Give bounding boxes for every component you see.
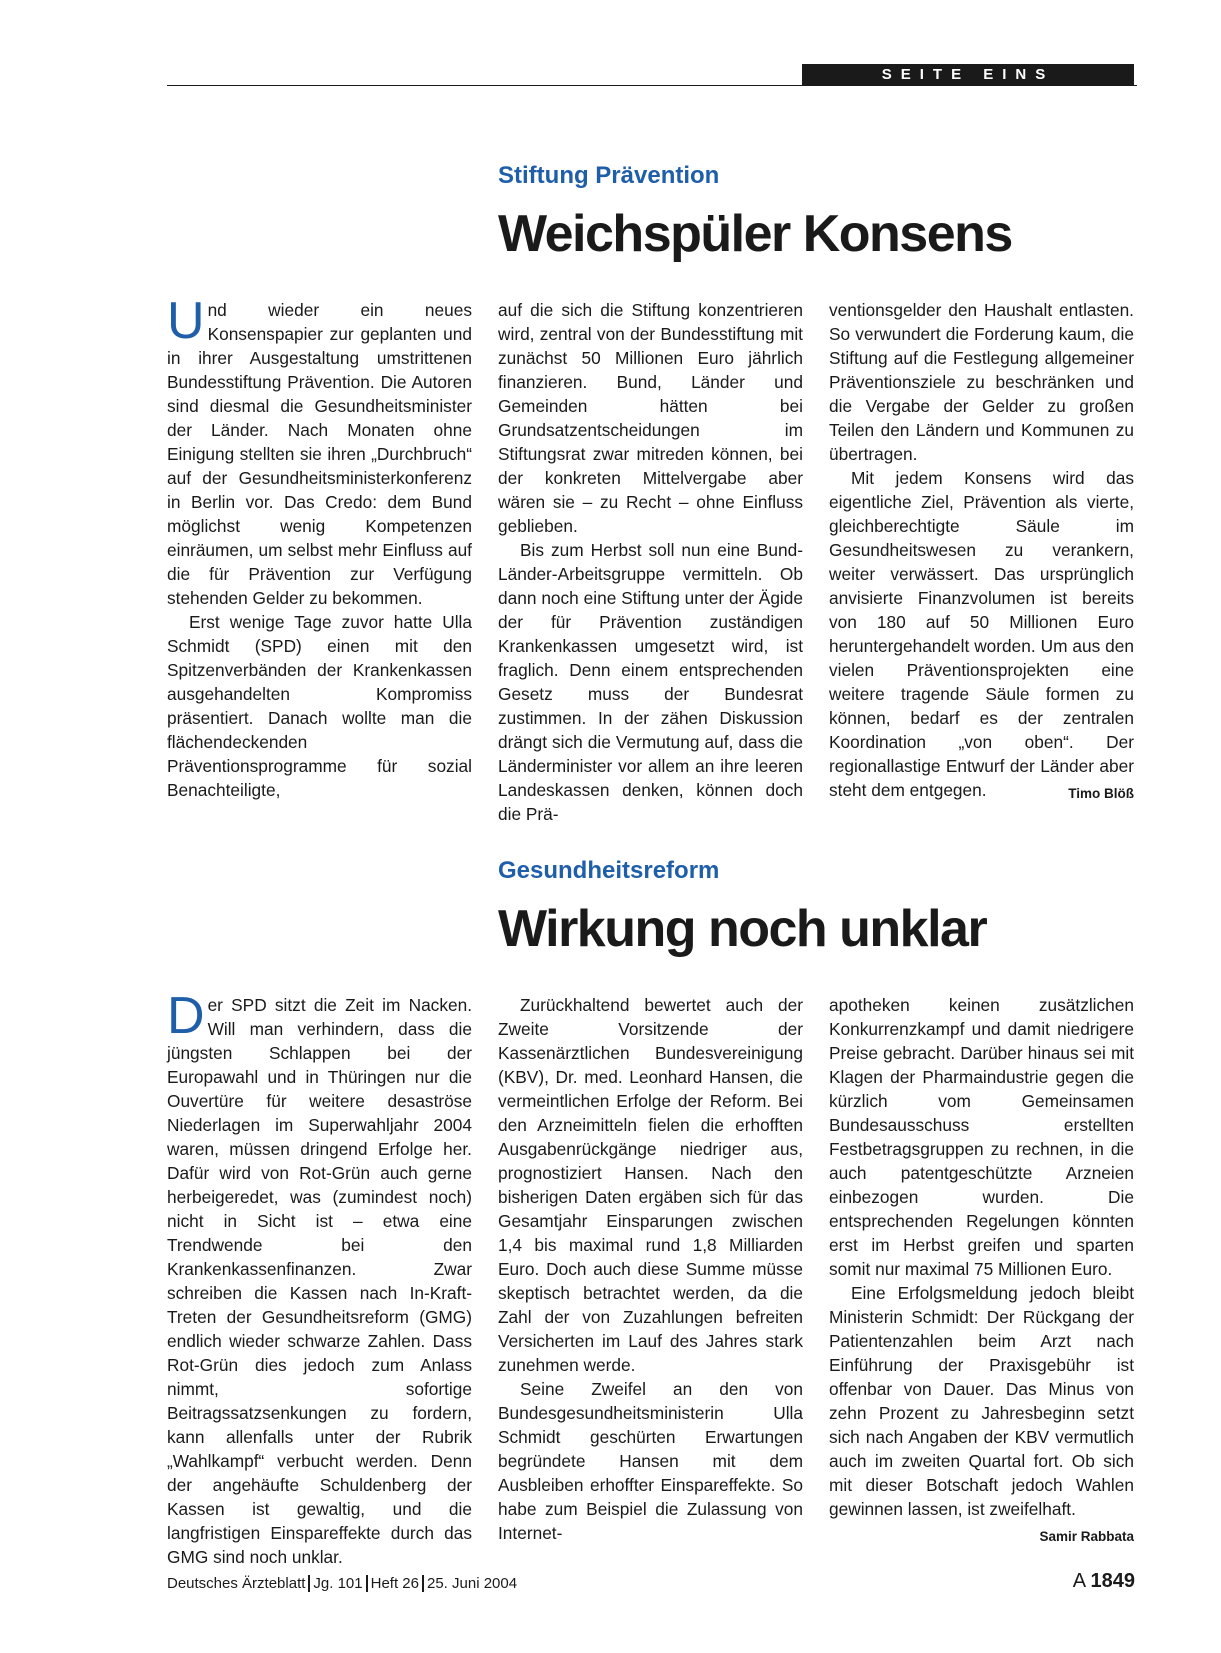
page-number — [1073, 1570, 1135, 1593]
article2-column-1 — [167, 987, 472, 1569]
footer-separator — [422, 1575, 424, 1592]
article2-kicker: Gesundheitsreform — [498, 857, 720, 884]
article2-col2-paragraph-2: Seine Zweifel an den von Bundesgesundheitsministerin Ulla Schmidt geschürten Erwartungen begründete Hansen mit dem Ausbleiben erhoffter Einspareffekte. So habe zum Beispiel die Zulassung von Internet- — [498, 1379, 803, 1543]
article2-col3-p2-text: Eine Erfolgsmeldung jedoch bleibt Ministerin Schmidt: Der Rückgang der Patientenzahlen beim Arzt nach Einführung der Praxisgebühr ist offenbar von Dauer. Das Minus von zehn Prozent zu Jahresbeginn setzt sich nach Angaben der KBV vermutlich auch im zweiten Quartal fort. Ob sich mit dieser Botschaft jedoch Wahlen gewinnen lassen, ist zweifelhaft. — [829, 1283, 1134, 1519]
article2-author: Samir Rabbata — [1039, 1529, 1134, 1544]
article2-col2-paragraph-1: Zurückhaltend bewertet auch der Zweite Vorsitzende der Kassenärztlichen Bundesvereinigung (KBV), Dr. med. Leonhard Hansen, die vermeintlichen Erfolge der Reform. Bei den Arzneimitteln fielen die erhofften Ausgabenrückgänge niedriger aus, prognostiziert Hansen. Nach den bisherigen Daten ergäben sich für das Gesamtjahr Einsparungen zwischen 1,4 bis maximal rund 1,8 Milliarden Euro. Doch auch diese Summe müsse skeptisch betrachtet werden, da die Zahl der von Zuzahlungen befreiten Versicherten im Lauf des Jahres stark zunehmen werde. — [498, 995, 803, 1375]
article2-column-3 — [829, 993, 1134, 1549]
page-number-value: 1849 — [1090, 1570, 1135, 1592]
footer-journal: Deutsches Ärzteblatt — [167, 1575, 306, 1592]
footer-volume: Jg. 101 — [313, 1575, 363, 1592]
article1-col1-paragraph-1 — [167, 292, 472, 610]
article2-column-2 — [498, 993, 803, 1545]
article2-col3-paragraph-2 — [829, 1281, 1134, 1544]
article1-headline: Weichspüler Konsens — [498, 205, 1012, 263]
article2-col3-paragraph-1: apotheken keinen zusätzlichen Konkurrenzkampf und damit niedrigere Preise gebracht. Darüber hinaus sei mit Klagen der Pharmaindustrie gegen die kürzlich vom Gemeinsamen Bundesausschuss erstellten Festbetragsgruppen zu rechnen, in die auch patentgeschützte Arzneien einbezogen wurden. Die entsprechenden Regelungen könnten erst im Herbst greifen und sparten somit nur maximal 75 Millionen Euro. — [829, 995, 1134, 1279]
article1-col3-p2-text: Mit jedem Konsens wird das eigentliche Ziel, Prävention als vierte, gleichberechtigte Säule im Gesundheitswesen zu verankern, weiter verwässert. Das ursprünglich anvisierte Finanzvolumen ist bereits von 180 auf 50 Millionen Euro heruntergehandelt worden. Um aus den vielen Präventionsprojekten eine weitere tragende Säule formen zu können, bedarf es der zentralen Koordination „von oben“. Der regionallastige Entwurf der Länder aber steht dem entgegen. — [829, 468, 1134, 800]
article1-col1-paragraph-2: Erst wenige Tage zuvor hatte Ulla Schmidt (SPD) einen mit den Spitzenverbänden der Krankenkassen ausgehandelten Kompromiss präsentiert. Danach wollte man die flächendeckenden Präventionsprogramme für sozial Benachteiligte, — [167, 612, 472, 800]
article2-col1-p1-text: er SPD sitzt die Zeit im Nacken. Will man verhindern, dass die jüngsten Schlappen bei der Europawahl und in Thüringen nur die Ouvertüre für weitere desaströse Niederlagen im Superwahljahr 2004 waren, müssen dringend Erfolge her. Dafür wird von Rot-Grün auch gerne herbeigeredet, was (zumindest noch) nicht in Sicht ist – etwa eine Trendwende bei den Krankenkassenfinanzen. Zwar schreiben die Kassen nach In-Kraft-Treten der Gesundheitsreform (GMG) endlich wieder schwarze Zahlen. Dass Rot-Grün dies jedoch zum Anlass nimmt, sofortige Beitragssatzsenkungen zu fordern, kann allenfalls unter der Rubrik „Wahlkampf“ verbucht werden. Denn der angehäufte Schuldenberg der Kassen ist gewaltig, und die langfristigen Einspareffekte durch das GMG sind noch unklar. — [167, 995, 472, 1567]
footer-separator — [308, 1575, 310, 1592]
article2-dropcap: D — [167, 987, 205, 1045]
article1-dropcap: U — [167, 292, 205, 350]
article1-col3-paragraph-1: ventionsgelder den Haushalt entlasten. So verwundert die Forderung kaum, die Stiftung auf die Festlegung allgemeiner Präventionsziele zu beschränken und die Vergabe der Gelder zu großen Teilen den Ländern und Kommunen zu übertragen. — [829, 300, 1134, 464]
article1-col1-p1-text: nd wieder ein neues Konsenspapier zur geplanten und in ihrer Ausgestaltung umstrittenen Bundesstiftung Prävention. Die Autoren sind diesmal die Gesundheitsminister der Länder. Nach Monaten ohne Einigung stellten sie ihren „Durchbruch“ auf der Gesundheitsministerkonferenz in Berlin vor. Das Credo: dem Bund möglichst wenig Kompetenzen einräumen, um selbst mehr Einfluss auf die für Prävention zur Verfügung stehenden Gelder zu bekommen. — [167, 300, 472, 608]
section-label: SEITE EINS — [802, 64, 1134, 86]
article1-kicker: Stiftung Prävention — [498, 162, 720, 189]
footer-citation — [167, 1575, 517, 1592]
article1-col3-paragraph-2 — [829, 466, 1134, 802]
footer-separator — [366, 1575, 368, 1592]
page-prefix: A — [1072, 1570, 1085, 1592]
article2-col1-paragraph-1 — [167, 987, 472, 1569]
article1-column-2 — [498, 298, 803, 826]
article1-col2-paragraph-2: Bis zum Herbst soll nun eine Bund-Länder-Arbeitsgruppe vermitteln. Ob dann noch eine Stiftung unter der Ägide der für Prävention zuständigen Krankenkassen umgesetzt wird, ist fraglich. Denn einem entsprechenden Gesetz muss der Bundesrat zustimmen. In der zähen Diskussion drängt sich die Vermutung auf, dass die Länderminister vor allem an ihre leeren Landeskassen denken, können doch die Prä- — [498, 540, 803, 824]
footer-date: 25. Juni 2004 — [427, 1575, 518, 1592]
article1-author: Timo Blöß — [1068, 786, 1134, 801]
footer-issue: Heft 26 — [370, 1575, 419, 1592]
article2-headline: Wirkung noch unklar — [498, 900, 987, 958]
article1-column-1 — [167, 292, 472, 802]
article1-col2-paragraph-1: auf die sich die Stiftung konzentrieren wird, zentral von der Bundesstiftung mit zunächst 50 Millionen Euro jährlich finanzieren. Bund, Länder und Gemeinden hätten bei Grundsatzentscheidungen im Stiftungsrat zwar mitreden können, bei der konkreten Mittelvergabe aber wären sie – zu Recht – ohne Einfluss geblieben. — [498, 300, 803, 536]
article1-column-3 — [829, 298, 1134, 806]
